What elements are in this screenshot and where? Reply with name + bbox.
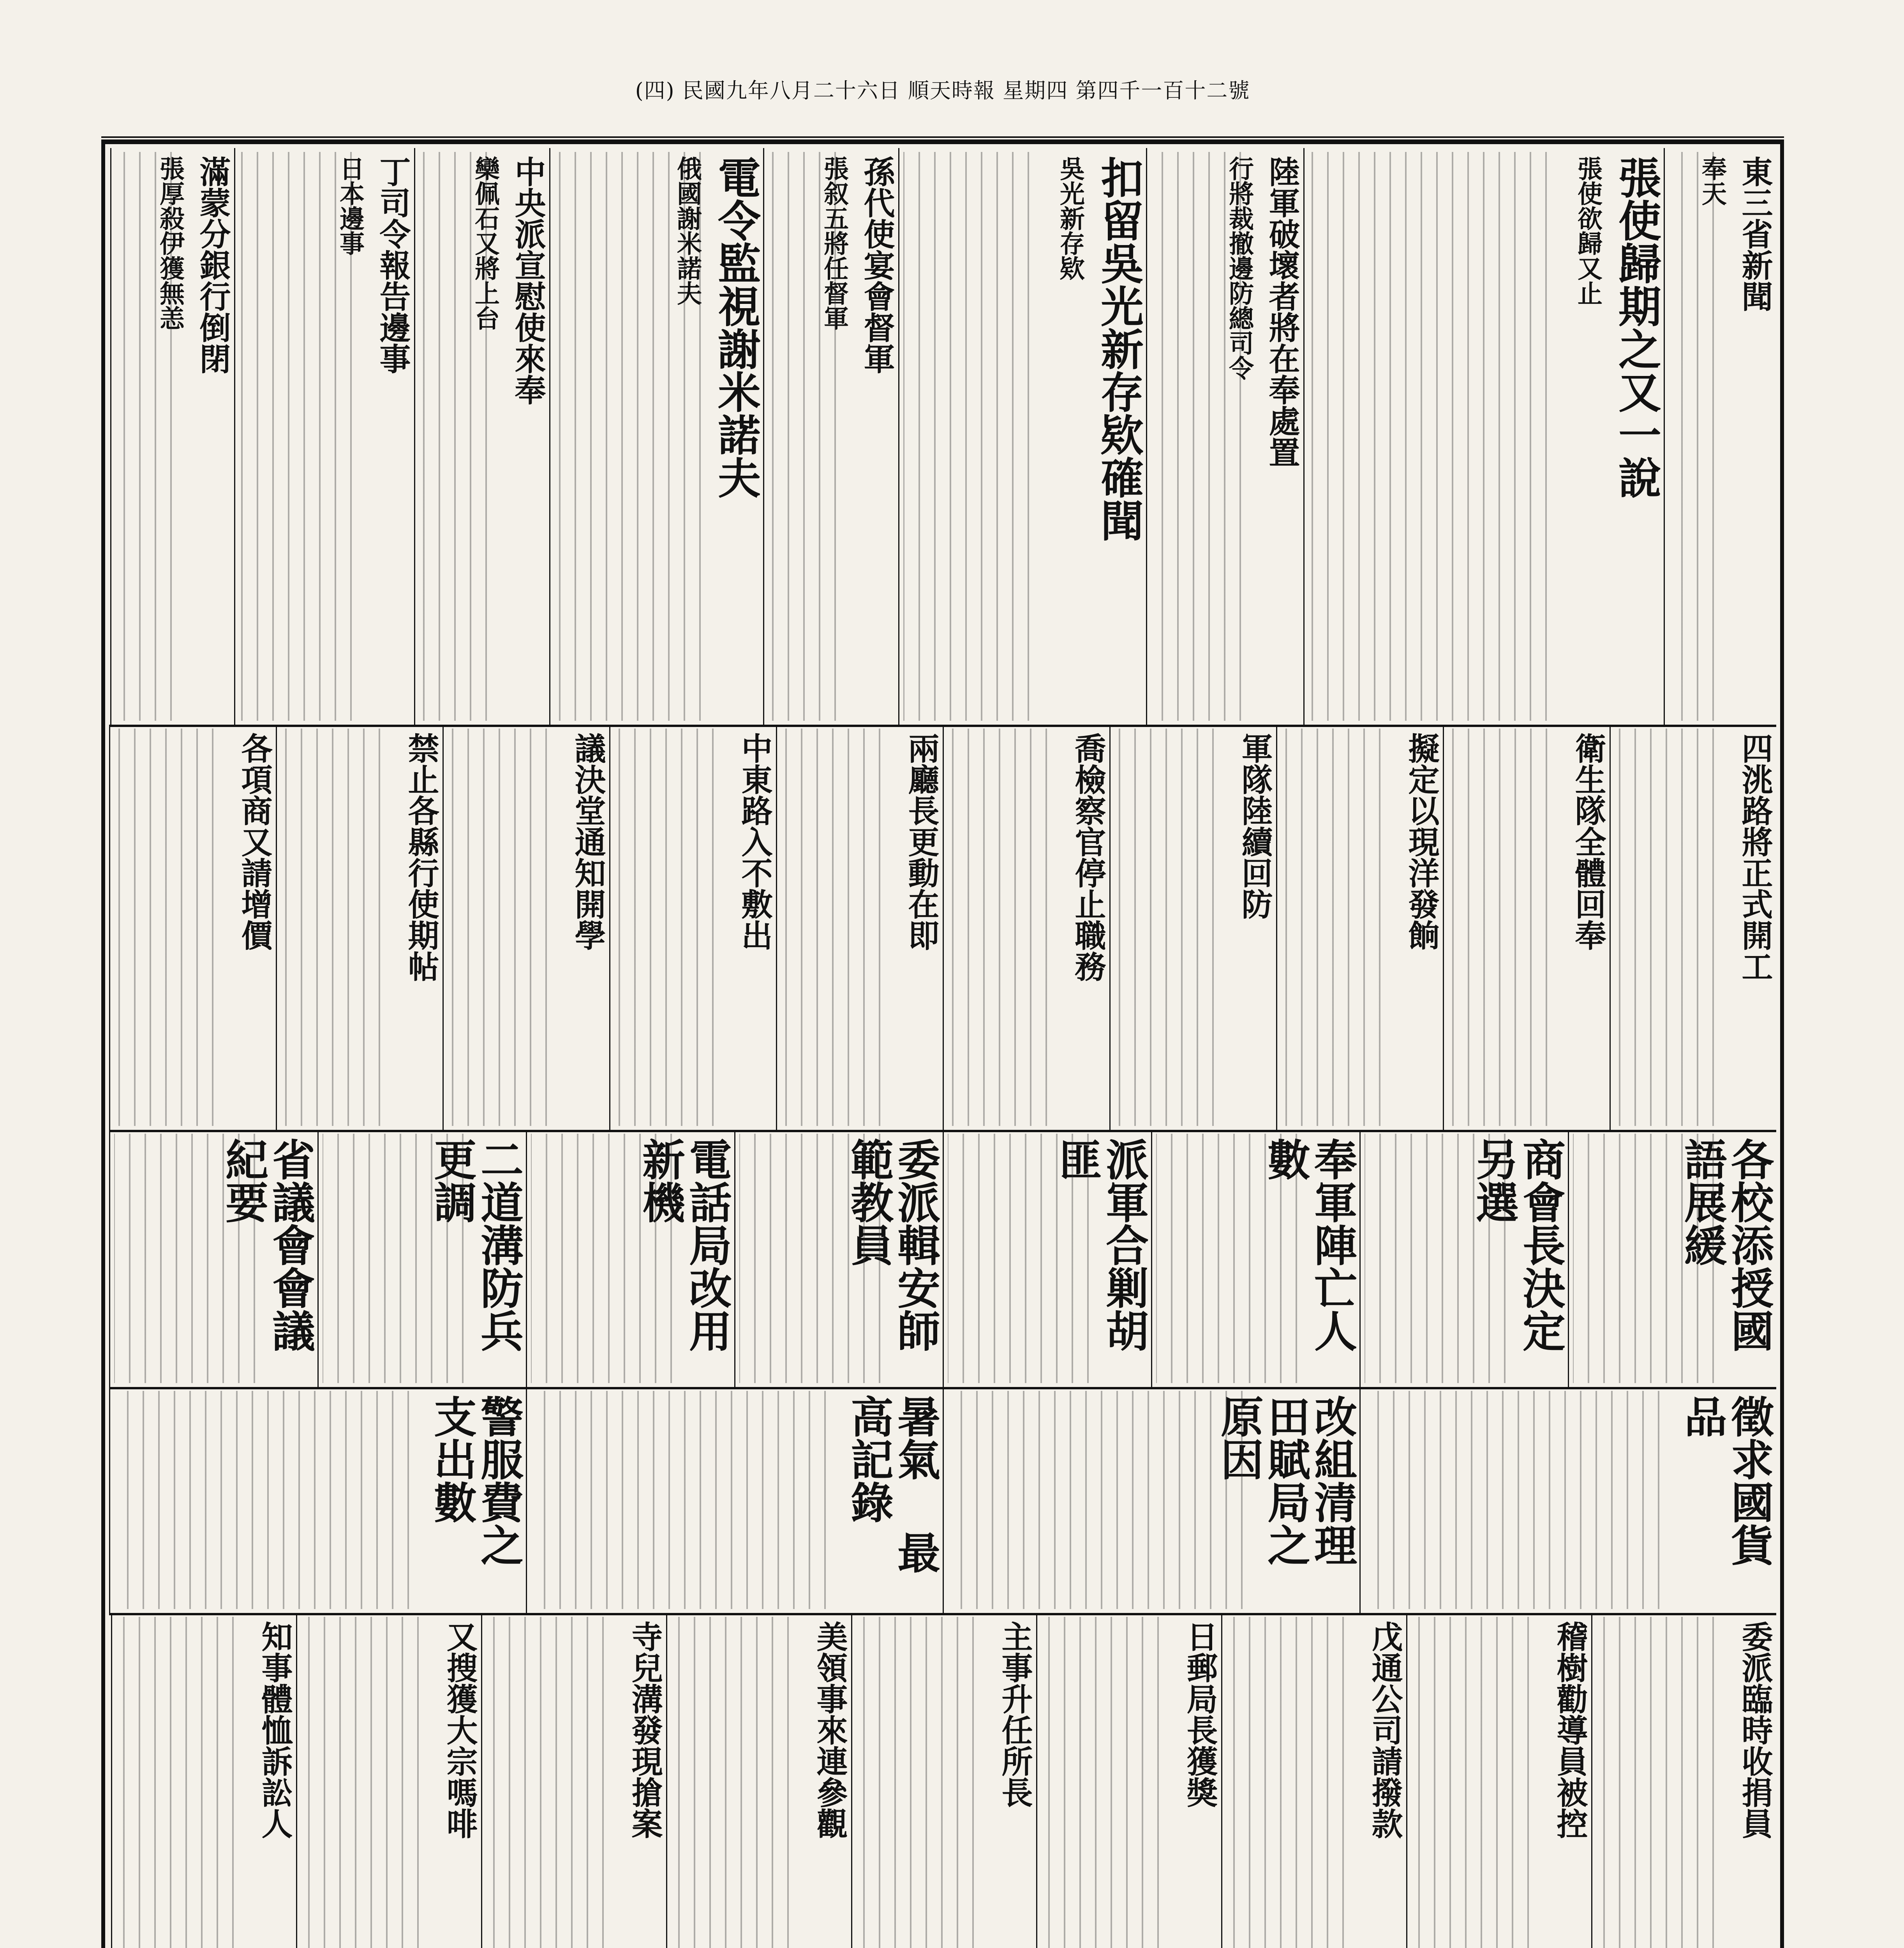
article-headline: 知事體恤訴訟人 — [256, 1621, 293, 1839]
article-headline: 暑氣 最高記錄 — [844, 1395, 941, 1574]
article-headline: 稽樹勸導員被控 — [1551, 1621, 1588, 1839]
article-column — [414, 148, 549, 725]
article-body — [448, 729, 547, 1126]
article-headline: 中東路入不敷出 — [736, 732, 773, 951]
article-body — [1114, 729, 1214, 1126]
tier-2 — [109, 725, 1776, 1132]
article-headline: 禁止各縣行使期帖 — [403, 732, 439, 982]
article-subheadline: 俄國謝米諾夫 — [673, 156, 702, 305]
article-body — [281, 729, 380, 1126]
article-headline: 省議會會議紀要 — [219, 1138, 316, 1352]
article-column — [1568, 1130, 1776, 1387]
article-headline: 美領事來連參觀 — [811, 1621, 848, 1839]
article-body — [116, 1617, 234, 1948]
article-column — [898, 148, 1146, 725]
article-body — [1041, 1617, 1159, 1948]
article-subheadline: 張厚殺伊獲無恙 — [155, 156, 185, 330]
article-body — [554, 152, 701, 721]
article-headline: 日郵局長獲獎 — [1181, 1621, 1218, 1808]
article-column — [1443, 725, 1610, 1130]
article-body — [114, 1134, 255, 1383]
article-headline: 中央派宣慰使來奉 — [509, 156, 546, 405]
article-subheadline: 張使欲歸又止 — [1573, 156, 1603, 305]
article-subheadline: 行將裁撤邊防總司令 — [1225, 156, 1254, 380]
article-subheadline: 日本邊事 — [335, 156, 365, 256]
article-headline: 孫代使宴會督軍 — [859, 156, 895, 374]
article-column — [776, 725, 943, 1130]
article-column — [763, 148, 898, 725]
article-headline: 議決堂通知開學 — [569, 732, 606, 951]
article-headline: 寺兒溝發現搶案 — [626, 1621, 663, 1839]
article-grid — [109, 148, 1776, 1948]
article-column — [481, 1613, 666, 1948]
article-column — [1036, 1613, 1221, 1948]
article-headline: 警服費之支出數 — [427, 1395, 524, 1566]
article-column — [851, 1613, 1036, 1948]
tier-4 — [109, 1387, 1776, 1615]
article-headline: 兩廳長更動在即 — [903, 732, 940, 951]
article-headline: 委派輯安師範教員 — [844, 1138, 941, 1352]
article-column — [1303, 148, 1664, 725]
article-body — [671, 1617, 789, 1948]
article-body — [739, 1134, 880, 1383]
article-headline: 二道溝防兵更調 — [427, 1138, 524, 1352]
article-body — [419, 152, 487, 721]
article-body — [1411, 1617, 1529, 1948]
article-column — [609, 725, 776, 1130]
article-headline: 軍隊陸續回防 — [1236, 732, 1273, 919]
article-body — [781, 729, 880, 1126]
article-body — [948, 729, 1047, 1126]
article-headline: 徵求國貨品 — [1677, 1395, 1774, 1566]
article-subheadline: 吳光新存欵 — [1056, 156, 1085, 281]
article-body — [531, 1391, 826, 1609]
article-headline: 陸軍破壞者將在奉處置 — [1264, 156, 1300, 468]
article-column — [526, 1387, 943, 1613]
article-body — [239, 152, 352, 721]
article-column — [276, 725, 443, 1130]
article-body — [114, 729, 213, 1126]
article-body — [768, 152, 836, 721]
article-column — [1146, 148, 1303, 725]
article-body — [1448, 729, 1547, 1126]
article-body — [1156, 1134, 1297, 1383]
article-headline: 四洮路將正式開工 — [1737, 732, 1773, 982]
article-headline: 各校添授國語展緩 — [1677, 1138, 1774, 1352]
masthead — [101, 58, 1784, 141]
article-subheadline: 欒佩石又將上台 — [471, 156, 500, 330]
article-body — [1226, 1617, 1344, 1948]
article-body — [856, 1617, 974, 1948]
article-column — [1406, 1613, 1591, 1948]
article-column — [109, 1387, 526, 1613]
article-headline: 張使歸期之又一說 — [1611, 156, 1662, 499]
article-headline: 滿蒙分銀行倒閉 — [194, 156, 231, 374]
article-headline: 戊通公司請撥款 — [1366, 1621, 1403, 1839]
article-body — [1281, 729, 1380, 1126]
article-body — [903, 152, 1029, 721]
article-column — [1109, 725, 1276, 1130]
article-column — [943, 725, 1109, 1130]
article-headline: 主事升任所長 — [996, 1621, 1033, 1808]
article-body — [1573, 1134, 1714, 1383]
article-column — [234, 148, 414, 725]
tier-3 — [109, 1130, 1776, 1389]
article-body — [1151, 152, 1241, 721]
article-headline: 派軍合剿胡匪 — [1052, 1138, 1149, 1352]
article-column — [110, 148, 234, 725]
article-headline: 改組清理田賦局之原因 — [1214, 1395, 1357, 1566]
article-column — [1664, 148, 1776, 725]
article-headline: 扣留吳光新存欵確聞 — [1094, 156, 1144, 542]
article-column — [1610, 725, 1776, 1130]
tier-1 — [109, 148, 1776, 727]
article-subheadline: 張叙五將任督軍 — [820, 156, 849, 330]
article-column — [1276, 725, 1443, 1130]
tier-5 — [109, 1613, 1776, 1948]
article-subheadline: 奉天 — [1698, 156, 1727, 206]
article-body — [531, 1134, 672, 1383]
article-body — [1365, 1134, 1506, 1383]
article-headline: 喬檢察官停止職務 — [1070, 732, 1106, 982]
article-column — [943, 1130, 1151, 1387]
article-column — [1359, 1130, 1568, 1387]
article-body — [1308, 152, 1547, 721]
article-headline: 各項商又請增價 — [236, 732, 273, 951]
article-column — [443, 725, 609, 1130]
article-headline: 電令監視謝米諾夫 — [711, 156, 761, 499]
article-column — [734, 1130, 943, 1387]
article-body — [301, 1617, 419, 1948]
article-body — [1365, 1391, 1659, 1609]
article-body — [1596, 1617, 1714, 1948]
article-headline: 丁司令報告邊事 — [374, 156, 411, 374]
article-headline: 奉軍陣亡人數 — [1261, 1138, 1357, 1352]
article-column — [109, 1130, 317, 1387]
article-body — [1669, 152, 1714, 721]
article-body — [948, 1134, 1089, 1383]
article-body — [115, 152, 172, 721]
article-column — [526, 1130, 734, 1387]
masthead-title: (四) 民國九年八月二十六日 順天時報 星期四 第四千一百十二號 — [635, 78, 1250, 103]
article-column — [549, 148, 763, 725]
article-body — [323, 1134, 464, 1383]
article-column — [666, 1613, 851, 1948]
article-headline: 商會長決定另選 — [1469, 1138, 1566, 1352]
article-headline: 委派臨時收捐員 — [1737, 1621, 1773, 1839]
article-headline: 東三省新聞 — [1737, 156, 1773, 312]
article-body — [614, 729, 714, 1126]
article-headline: 又搜獲大宗嗎啡 — [441, 1621, 478, 1839]
article-column — [111, 1613, 296, 1948]
article-column — [296, 1613, 481, 1948]
article-headline: 擬定以現洋發餉 — [1403, 732, 1440, 951]
article-column — [317, 1130, 526, 1387]
article-column — [109, 725, 276, 1130]
article-body — [1615, 729, 1714, 1126]
article-column — [1151, 1130, 1359, 1387]
article-body — [114, 1391, 409, 1609]
article-body — [486, 1617, 604, 1948]
article-column — [1591, 1613, 1776, 1948]
article-column — [1221, 1613, 1406, 1948]
article-headline: 衛生隊全體回奉 — [1570, 732, 1606, 951]
article-column — [943, 1387, 1359, 1613]
article-column — [1359, 1387, 1776, 1613]
article-headline: 電話局改用新機 — [635, 1138, 732, 1352]
article-body — [948, 1391, 1243, 1609]
